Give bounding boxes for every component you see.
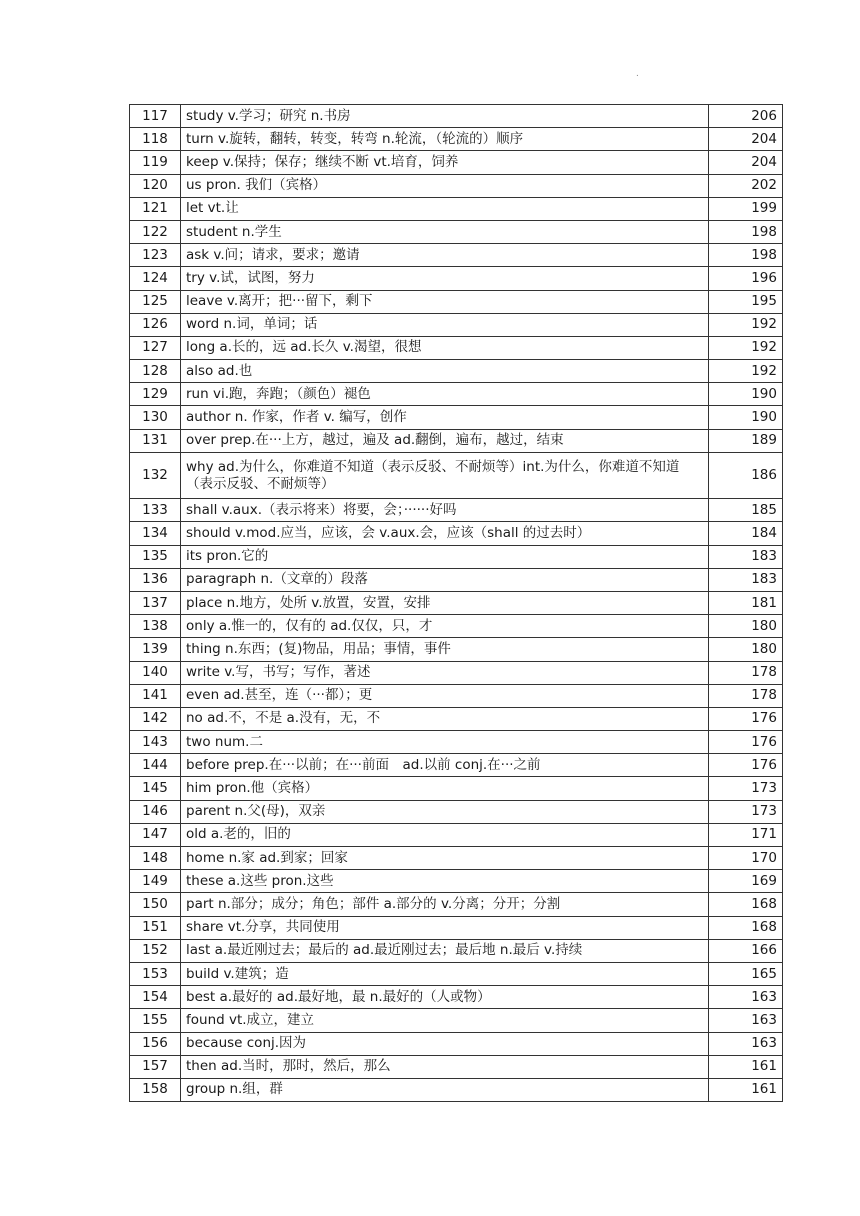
frequency-cell: 176 xyxy=(709,731,783,754)
page-mark: . xyxy=(636,68,639,79)
table-row xyxy=(130,731,783,754)
rank-cell: 118 xyxy=(130,128,181,151)
frequency-cell: 184 xyxy=(709,522,783,545)
definition-cell: why ad.为什么，你难道不知道（表示反驳、不耐烦等）int.为什么，你难道不知道（表示反驳、不耐烦等） xyxy=(181,452,709,498)
table-row xyxy=(130,220,783,243)
frequency-cell: 169 xyxy=(709,870,783,893)
definition-cell: also ad.也 xyxy=(181,360,709,383)
rank-cell: 150 xyxy=(130,893,181,916)
rank-cell: 117 xyxy=(130,105,181,128)
definition-cell: us pron. 我们（宾格） xyxy=(181,174,709,197)
rank-cell: 157 xyxy=(130,1055,181,1078)
rank-cell: 148 xyxy=(130,847,181,870)
definition-cell: best a.最好的 ad.最好地，最 n.最好的（人或物） xyxy=(181,986,709,1009)
rank-cell: 135 xyxy=(130,545,181,568)
table-row xyxy=(130,545,783,568)
table-row xyxy=(130,290,783,313)
frequency-cell: 196 xyxy=(709,267,783,290)
frequency-cell: 198 xyxy=(709,220,783,243)
rank-cell: 123 xyxy=(130,244,181,267)
table-row xyxy=(130,522,783,545)
frequency-cell: 204 xyxy=(709,128,783,151)
rank-cell: 134 xyxy=(130,522,181,545)
definition-cell: shall v.aux.（表示将来）将要，会；······好吗 xyxy=(181,499,709,522)
table-row xyxy=(130,429,783,452)
table-row xyxy=(130,1009,783,1032)
table-row xyxy=(130,267,783,290)
frequency-cell: 163 xyxy=(709,1009,783,1032)
frequency-cell: 173 xyxy=(709,800,783,823)
table-row xyxy=(130,800,783,823)
frequency-cell: 202 xyxy=(709,174,783,197)
frequency-cell: 165 xyxy=(709,962,783,985)
rank-cell: 142 xyxy=(130,707,181,730)
frequency-cell: 170 xyxy=(709,847,783,870)
table-row xyxy=(130,452,783,498)
table-row xyxy=(130,568,783,591)
definition-cell: its pron.它的 xyxy=(181,545,709,568)
definition-cell: leave v.离开；把···留下，剩下 xyxy=(181,290,709,313)
definition-cell: try v.试，试图，努力 xyxy=(181,267,709,290)
definition-cell: share vt.分享，共同使用 xyxy=(181,916,709,939)
definition-cell: then ad.当时，那时，然后，那么 xyxy=(181,1055,709,1078)
definition-cell: only a.惟一的，仅有的 ad.仅仅，只，才 xyxy=(181,615,709,638)
frequency-cell: 186 xyxy=(709,452,783,498)
rank-cell: 128 xyxy=(130,360,181,383)
rank-cell: 158 xyxy=(130,1078,181,1101)
table-row xyxy=(130,754,783,777)
frequency-cell: 176 xyxy=(709,754,783,777)
definition-cell: because conj.因为 xyxy=(181,1032,709,1055)
table-row xyxy=(130,406,783,429)
table-row xyxy=(130,847,783,870)
definition-cell: study v.学习；研究 n.书房 xyxy=(181,105,709,128)
rank-cell: 154 xyxy=(130,986,181,1009)
definition-cell: no ad.不，不是 a.没有，无，不 xyxy=(181,707,709,730)
definition-cell: build v.建筑；造 xyxy=(181,962,709,985)
rank-cell: 153 xyxy=(130,962,181,985)
table-row xyxy=(130,1055,783,1078)
table-row xyxy=(130,591,783,614)
frequency-cell: 166 xyxy=(709,939,783,962)
table-row xyxy=(130,707,783,730)
table-row xyxy=(130,1032,783,1055)
frequency-cell: 192 xyxy=(709,360,783,383)
definition-cell: author n. 作家，作者 v. 编写，创作 xyxy=(181,406,709,429)
frequency-cell: 195 xyxy=(709,290,783,313)
definition-cell: home n.家 ad.到家；回家 xyxy=(181,847,709,870)
table-row xyxy=(130,870,783,893)
rank-cell: 155 xyxy=(130,1009,181,1032)
frequency-cell: 199 xyxy=(709,197,783,220)
frequency-cell: 198 xyxy=(709,244,783,267)
rank-cell: 130 xyxy=(130,406,181,429)
frequency-cell: 185 xyxy=(709,499,783,522)
table-row xyxy=(130,197,783,220)
definition-cell: write v.写，书写；写作，著述 xyxy=(181,661,709,684)
rank-cell: 137 xyxy=(130,591,181,614)
table-row xyxy=(130,962,783,985)
rank-cell: 126 xyxy=(130,313,181,336)
frequency-cell: 190 xyxy=(709,383,783,406)
rank-cell: 146 xyxy=(130,800,181,823)
definition-cell: paragraph n.（文章的）段落 xyxy=(181,568,709,591)
rank-cell: 131 xyxy=(130,429,181,452)
definition-cell: should v.mod.应当，应该，会 v.aux.会，应该（shall 的过去时） xyxy=(181,522,709,545)
rank-cell: 145 xyxy=(130,777,181,800)
definition-cell: over prep.在···上方，越过，遍及 ad.翻倒，遍布，越过，结束 xyxy=(181,429,709,452)
rank-cell: 129 xyxy=(130,383,181,406)
table-row xyxy=(130,777,783,800)
rank-cell: 144 xyxy=(130,754,181,777)
rank-cell: 139 xyxy=(130,638,181,661)
frequency-cell: 183 xyxy=(709,568,783,591)
frequency-cell: 171 xyxy=(709,823,783,846)
rank-cell: 127 xyxy=(130,336,181,359)
rank-cell: 141 xyxy=(130,684,181,707)
definition-cell: student n.学生 xyxy=(181,220,709,243)
rank-cell: 132 xyxy=(130,452,181,498)
table-row xyxy=(130,684,783,707)
definition-cell: ask v.问；请求，要求；邀请 xyxy=(181,244,709,267)
frequency-cell: 190 xyxy=(709,406,783,429)
frequency-cell: 180 xyxy=(709,638,783,661)
table-row xyxy=(130,823,783,846)
table-row xyxy=(130,105,783,128)
rank-cell: 121 xyxy=(130,197,181,220)
frequency-cell: 163 xyxy=(709,1032,783,1055)
definition-cell: part n.部分；成分；角色；部件 a.部分的 v.分离；分开；分割 xyxy=(181,893,709,916)
table-row xyxy=(130,244,783,267)
frequency-cell: 192 xyxy=(709,336,783,359)
table-row xyxy=(130,360,783,383)
frequency-cell: 178 xyxy=(709,661,783,684)
definition-cell: word n.词，单词；话 xyxy=(181,313,709,336)
frequency-cell: 176 xyxy=(709,707,783,730)
definition-cell: place n.地方，处所 v.放置，安置，安排 xyxy=(181,591,709,614)
rank-cell: 149 xyxy=(130,870,181,893)
rank-cell: 136 xyxy=(130,568,181,591)
definition-cell: these a.这些 pron.这些 xyxy=(181,870,709,893)
definition-cell: even ad.甚至，连（···都）；更 xyxy=(181,684,709,707)
frequency-cell: 178 xyxy=(709,684,783,707)
definition-cell: last a.最近刚过去；最后的 ad.最近刚过去；最后地 n.最后 v.持续 xyxy=(181,939,709,962)
table-row xyxy=(130,383,783,406)
frequency-cell: 173 xyxy=(709,777,783,800)
definition-cell: long a.长的，远 ad.长久 v.渴望，很想 xyxy=(181,336,709,359)
table-row xyxy=(130,151,783,174)
rank-cell: 125 xyxy=(130,290,181,313)
rank-cell: 133 xyxy=(130,499,181,522)
table-row xyxy=(130,893,783,916)
table-row xyxy=(130,128,783,151)
definition-cell: before prep.在···以前；在···前面 ad.以前 conj.在···之前 xyxy=(181,754,709,777)
frequency-cell: 189 xyxy=(709,429,783,452)
definition-cell: let vt.让 xyxy=(181,197,709,220)
frequency-cell: 204 xyxy=(709,151,783,174)
frequency-cell: 180 xyxy=(709,615,783,638)
rank-cell: 119 xyxy=(130,151,181,174)
definition-cell: him pron.他（宾格） xyxy=(181,777,709,800)
table-row xyxy=(130,615,783,638)
frequency-cell: 183 xyxy=(709,545,783,568)
frequency-cell: 192 xyxy=(709,313,783,336)
table-row xyxy=(130,336,783,359)
table-row xyxy=(130,174,783,197)
frequency-cell: 168 xyxy=(709,916,783,939)
table-row xyxy=(130,986,783,1009)
definition-cell: group n.组，群 xyxy=(181,1078,709,1101)
rank-cell: 138 xyxy=(130,615,181,638)
table-row xyxy=(130,638,783,661)
rank-cell: 151 xyxy=(130,916,181,939)
table-row xyxy=(130,916,783,939)
rank-cell: 120 xyxy=(130,174,181,197)
table-row xyxy=(130,313,783,336)
definition-cell: parent n.父(母)，双亲 xyxy=(181,800,709,823)
frequency-cell: 206 xyxy=(709,105,783,128)
table-row xyxy=(130,939,783,962)
frequency-cell: 161 xyxy=(709,1055,783,1078)
rank-cell: 152 xyxy=(130,939,181,962)
table-row xyxy=(130,499,783,522)
frequency-cell: 181 xyxy=(709,591,783,614)
rank-cell: 140 xyxy=(130,661,181,684)
definition-cell: found vt.成立，建立 xyxy=(181,1009,709,1032)
definition-cell: turn v.旋转，翻转，转变，转弯 n.轮流，（轮流的）顺序 xyxy=(181,128,709,151)
definition-cell: run vi.跑，奔跑；（颜色）褪色 xyxy=(181,383,709,406)
definition-cell: two num.二 xyxy=(181,731,709,754)
definition-cell: old a.老的，旧的 xyxy=(181,823,709,846)
rank-cell: 122 xyxy=(130,220,181,243)
frequency-cell: 161 xyxy=(709,1078,783,1101)
rank-cell: 124 xyxy=(130,267,181,290)
definition-cell: keep v.保持；保存；继续不断 vt.培育，饲养 xyxy=(181,151,709,174)
rank-cell: 147 xyxy=(130,823,181,846)
table-row xyxy=(130,1078,783,1101)
vocabulary-table-body xyxy=(130,105,783,1102)
table-row xyxy=(130,661,783,684)
vocabulary-table xyxy=(129,104,783,1102)
definition-cell: thing n.东西；(复)物品，用品；事情，事件 xyxy=(181,638,709,661)
rank-cell: 156 xyxy=(130,1032,181,1055)
rank-cell: 143 xyxy=(130,731,181,754)
frequency-cell: 163 xyxy=(709,986,783,1009)
frequency-cell: 168 xyxy=(709,893,783,916)
